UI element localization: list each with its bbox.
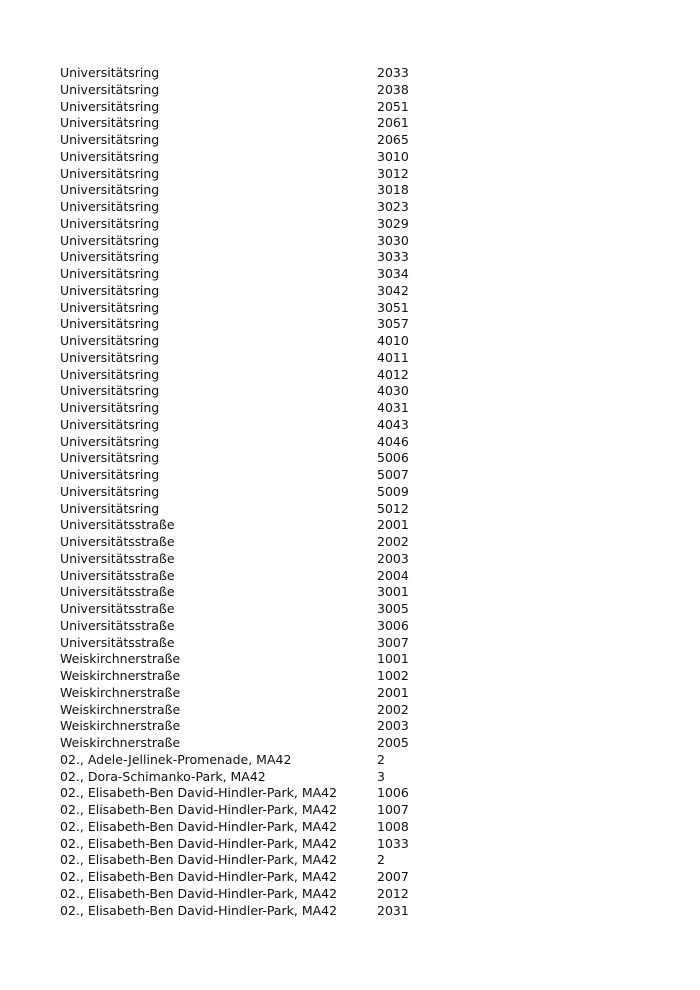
list-row <box>60 517 460 534</box>
street-name: Universitätsring <box>60 316 160 332</box>
location-number: 3012 <box>377 165 409 181</box>
location-number: 3005 <box>377 601 409 616</box>
location-number: 1006 <box>377 785 409 801</box>
location-number: 2005 <box>377 735 409 750</box>
street-name: 02., Elisabeth-Ben David-Hindler-Park, MA42 <box>60 835 338 851</box>
street-name: Weiskirchnerstraße <box>60 684 181 700</box>
list-row <box>60 836 460 853</box>
street-name: Universitätsring <box>60 282 160 298</box>
list-row <box>60 82 460 99</box>
location-number: 4046 <box>377 433 409 449</box>
list-row <box>60 300 460 317</box>
location-number: 4030 <box>377 383 409 399</box>
street-name: Universitätsring <box>60 433 160 449</box>
location-number: 3 <box>377 768 385 784</box>
location-number: 5007 <box>377 467 409 482</box>
street-name: Universitätsstraße <box>60 584 175 600</box>
location-number: 5006 <box>377 450 409 466</box>
location-number: 2002 <box>377 534 409 549</box>
list-row <box>60 417 460 434</box>
street-name: Universitätsring <box>60 148 160 164</box>
list-row <box>60 216 460 233</box>
list-row <box>60 769 460 786</box>
location-number: 3030 <box>377 232 409 248</box>
list-row <box>60 333 460 350</box>
street-name: Universitätsring <box>60 299 160 315</box>
location-number: 4031 <box>377 400 409 415</box>
location-number: 1001 <box>377 651 409 667</box>
street-name: Universitätsstraße <box>60 550 175 566</box>
street-name: Universitätsring <box>60 65 160 80</box>
location-number: 3010 <box>377 148 409 164</box>
list-row <box>60 182 460 199</box>
street-name: 02., Elisabeth-Ben David-Hindler-Park, MA42 <box>60 852 338 868</box>
location-number: 4012 <box>377 366 409 382</box>
location-number: 4043 <box>377 416 409 432</box>
street-name: 02., Dora-Schimanko-Park, MA42 <box>60 768 266 784</box>
location-number: 2065 <box>377 132 409 147</box>
location-number: 3029 <box>377 215 409 231</box>
street-name: Universitätsring <box>60 165 160 181</box>
location-number: 2061 <box>377 115 409 131</box>
list-row <box>60 132 460 149</box>
street-name: Universitätsring <box>60 199 160 214</box>
street-name: Weiskirchnerstraße <box>60 668 181 683</box>
street-name: Universitätsring <box>60 416 160 432</box>
location-number: 2038 <box>377 81 409 97</box>
street-name: Universitätsring <box>60 215 160 231</box>
list-row <box>60 283 460 300</box>
list-row <box>60 635 460 652</box>
location-number: 2001 <box>377 684 409 700</box>
street-name: 02., Elisabeth-Ben David-Hindler-Park, MA42 <box>60 902 338 918</box>
list-row <box>60 400 460 417</box>
location-number: 3007 <box>377 634 409 650</box>
street-name: Universitätsstraße <box>60 567 175 583</box>
list-row <box>60 618 460 635</box>
street-name: Universitätsring <box>60 500 160 516</box>
list-row <box>60 551 460 568</box>
location-number: 3051 <box>377 299 409 315</box>
location-number: 2002 <box>377 701 409 717</box>
location-number: 1033 <box>377 835 409 851</box>
location-number: 3057 <box>377 316 409 332</box>
location-number: 2 <box>377 751 385 767</box>
list-row <box>60 752 460 769</box>
list-row <box>60 568 460 585</box>
list-row <box>60 584 460 601</box>
list-row <box>60 651 460 668</box>
street-name: Universitätsring <box>60 450 160 466</box>
list-row <box>60 668 460 685</box>
list-row <box>60 501 460 518</box>
location-number: 3033 <box>377 249 409 265</box>
street-name: Universitätsring <box>60 182 160 198</box>
list-row <box>60 718 460 735</box>
street-name: Universitätsstraße <box>60 601 175 616</box>
street-name: Weiskirchnerstraße <box>60 718 181 734</box>
list-row <box>60 685 460 702</box>
location-number: 3023 <box>377 199 409 214</box>
street-name: 02., Elisabeth-Ben David-Hindler-Park, MA42 <box>60 802 338 817</box>
list-row <box>60 869 460 886</box>
street-name: 02., Elisabeth-Ben David-Hindler-Park, MA42 <box>60 885 338 901</box>
list-row <box>60 785 460 802</box>
list-row <box>60 266 460 283</box>
location-number: 2 <box>377 852 385 868</box>
street-name: Weiskirchnerstraße <box>60 735 181 750</box>
list-row <box>60 383 460 400</box>
list-row <box>60 802 460 819</box>
location-number: 2051 <box>377 98 409 114</box>
location-number: 1008 <box>377 818 409 834</box>
street-name: Universitätsring <box>60 81 160 97</box>
street-name: 02., Adele-Jellinek-Promenade, MA42 <box>60 751 292 767</box>
list-row <box>60 367 460 384</box>
list-row <box>60 99 460 116</box>
list-row <box>60 484 460 501</box>
street-name: Universitätsring <box>60 383 160 399</box>
street-name: 02., Elisabeth-Ben David-Hindler-Park, MA42 <box>60 869 338 884</box>
list-row <box>60 467 460 484</box>
location-number: 3034 <box>377 266 409 281</box>
location-number: 2004 <box>377 567 409 583</box>
location-number: 2001 <box>377 517 409 533</box>
street-name: 02., Elisabeth-Ben David-Hindler-Park, MA42 <box>60 785 338 801</box>
location-number: 1002 <box>377 668 409 683</box>
list-row <box>60 249 460 266</box>
list-row <box>60 350 460 367</box>
list-row <box>60 115 460 132</box>
street-name: Universitätsring <box>60 115 160 131</box>
list-row <box>60 702 460 719</box>
street-name: Universitätsstraße <box>60 617 175 633</box>
street-name: Weiskirchnerstraße <box>60 651 181 667</box>
street-name: Universitätsring <box>60 98 160 114</box>
address-list <box>60 65 460 919</box>
list-row <box>60 601 460 618</box>
location-number: 3001 <box>377 584 409 600</box>
list-row <box>60 434 460 451</box>
location-number: 2033 <box>377 65 409 80</box>
location-number: 4010 <box>377 333 409 348</box>
location-number: 2031 <box>377 902 409 918</box>
street-name: Universitätsstraße <box>60 634 175 650</box>
list-row <box>60 903 460 920</box>
location-number: 3018 <box>377 182 409 198</box>
street-name: Universitätsring <box>60 232 160 248</box>
list-row <box>60 534 460 551</box>
list-row <box>60 450 460 467</box>
list-row <box>60 316 460 333</box>
location-number: 3006 <box>377 617 409 633</box>
list-row <box>60 166 460 183</box>
list-row <box>60 735 460 752</box>
street-name: Universitätsstraße <box>60 517 175 533</box>
street-name: Universitätsring <box>60 366 160 382</box>
street-name: Universitätsstraße <box>60 534 175 549</box>
list-row <box>60 199 460 216</box>
list-row <box>60 852 460 869</box>
street-name: Universitätsring <box>60 333 160 348</box>
list-row <box>60 65 460 82</box>
location-number: 2003 <box>377 550 409 566</box>
street-name: Universitätsring <box>60 249 160 265</box>
location-number: 5009 <box>377 483 409 499</box>
location-number: 2007 <box>377 869 409 884</box>
list-row <box>60 233 460 250</box>
location-number: 2012 <box>377 885 409 901</box>
location-number: 5012 <box>377 500 409 516</box>
location-number: 1007 <box>377 802 409 817</box>
street-name: Universitätsring <box>60 266 160 281</box>
street-name: Universitätsring <box>60 483 160 499</box>
street-name: Universitätsring <box>60 400 160 415</box>
street-name: Universitätsring <box>60 132 160 147</box>
location-number: 2003 <box>377 718 409 734</box>
street-name: Universitätsring <box>60 349 160 365</box>
list-row <box>60 819 460 836</box>
list-row <box>60 149 460 166</box>
street-name: Weiskirchnerstraße <box>60 701 181 717</box>
street-name: Universitätsring <box>60 467 160 482</box>
list-row <box>60 886 460 903</box>
street-name: 02., Elisabeth-Ben David-Hindler-Park, MA42 <box>60 818 338 834</box>
location-number: 4011 <box>377 349 409 365</box>
location-number: 3042 <box>377 282 409 298</box>
